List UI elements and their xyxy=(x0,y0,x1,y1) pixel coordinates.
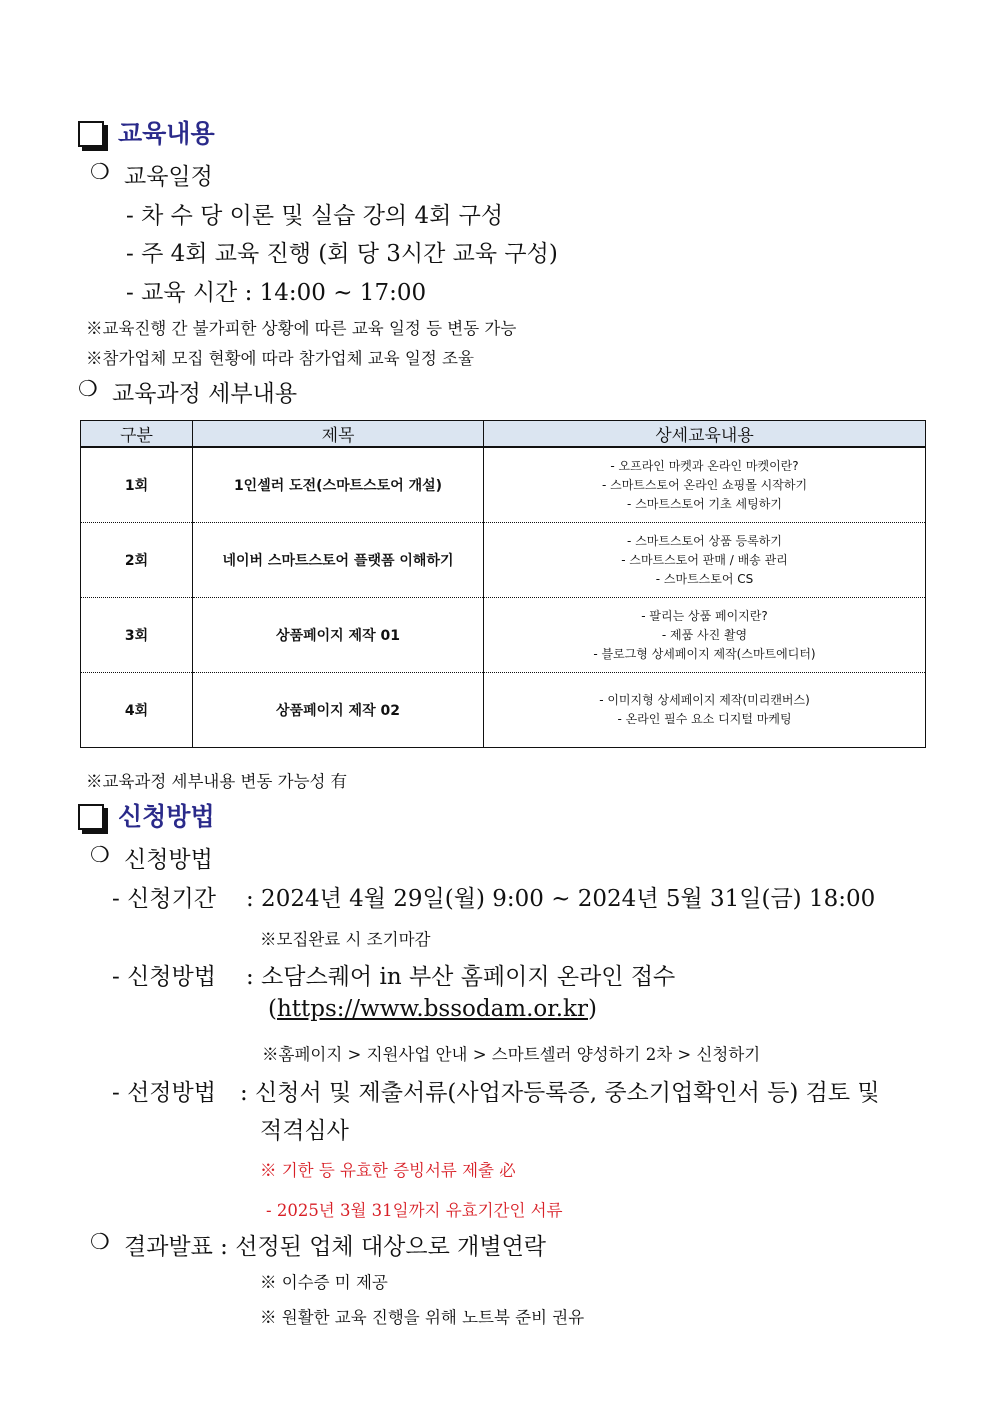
homepage-link[interactable]: https://www.bssodam.or.kr xyxy=(276,996,588,1022)
session-detail-line: - 이미지형 상세페이지 제작(미리캔버스) xyxy=(599,693,810,707)
session-number: 3회 xyxy=(81,598,193,673)
section-title-application: 신청방법 xyxy=(118,802,215,831)
session-detail-line: - 블로그형 상세페이지 제작(스마트에디터) xyxy=(593,646,816,661)
session-details xyxy=(484,447,926,523)
session-title: 1인셀러 도전(스마트스토어 개설) xyxy=(193,447,484,523)
table-row xyxy=(81,523,926,598)
result-line: 결과발표 : 선정된 업체 대상으로 개별연락 xyxy=(124,1234,547,1260)
session-title: 상품페이지 제작 01 xyxy=(193,598,484,673)
table-header-cell: 상세교육내용 xyxy=(484,421,926,448)
session-title: 상품페이지 제작 02 xyxy=(193,673,484,748)
select-note-required: ※ 기한 등 유효한 증빙서류 제출 必 xyxy=(260,1161,516,1180)
apply-label: - 신청방법 xyxy=(112,964,216,990)
session-number: 2회 xyxy=(81,523,193,598)
session-detail-line: - 온라인 필수 요소 디지털 마케팅 xyxy=(617,712,792,726)
bullet-circle-icon: ❍ xyxy=(90,1230,110,1255)
curriculum-heading: 교육과정 세부내용 xyxy=(112,381,298,407)
schedule-heading: 교육일정 xyxy=(124,164,213,190)
session-number: 4회 xyxy=(81,673,193,748)
apply-url-line xyxy=(268,996,597,1022)
apply-value: : 소담스퀘어 in 부산 홈페이지 온라인 접수 xyxy=(246,964,676,990)
session-detail-line: - 오프라인 마켓과 온라인 마켓이란? xyxy=(610,458,799,473)
session-detail-line: - 스마트스토어 상품 등록하기 xyxy=(627,533,782,548)
curriculum-table xyxy=(80,420,926,748)
schedule-item: - 주 4회 교육 진행 (회 당 3시간 교육 구성) xyxy=(126,241,558,267)
result-note: ※ 원활한 교육 진행을 위해 노트북 준비 권유 xyxy=(260,1308,585,1327)
session-detail-line: - 팔리는 상품 페이지란? xyxy=(641,608,768,623)
schedule-note: ※교육진행 간 불가피한 상황에 따른 교육 일정 등 변동 가능 xyxy=(86,319,517,338)
session-detail-line: - 스마트스토어 온라인 쇼핑몰 시작하기 xyxy=(601,477,808,492)
url-paren-open: ( xyxy=(268,996,277,1022)
period-label: - 신청기간 xyxy=(112,886,216,912)
section-checkbox-icon xyxy=(78,121,104,147)
session-detail-line: - 스마트스토어 판매 / 배송 관리 xyxy=(621,552,788,567)
session-detail-line: - 스마트스토어 CS xyxy=(655,571,754,586)
period-value: : 2024년 4월 29일(월) 9:00 ~ 2024년 5월 31일(금) 18:00 xyxy=(246,886,876,912)
table-row xyxy=(81,447,926,523)
table-header-cell: 제목 xyxy=(193,421,484,448)
schedule-note: ※참가업체 모집 현황에 따라 참가업체 교육 일정 조율 xyxy=(86,349,474,368)
select-value-cont: 적격심사 xyxy=(260,1118,349,1144)
select-value: : 신청서 및 제출서류(사업자등록증, 중소기업확인서 등) 검토 및 xyxy=(240,1080,880,1106)
section-checkbox-icon xyxy=(78,804,104,830)
session-details xyxy=(484,673,926,748)
bullet-circle-icon: ❍ xyxy=(90,160,110,185)
schedule-item: - 교육 시간 : 14:00 ~ 17:00 xyxy=(126,280,427,306)
url-paren-close: ) xyxy=(588,996,597,1022)
schedule-item: - 차 수 당 이론 및 실습 강의 4회 구성 xyxy=(126,203,504,229)
bullet-circle-icon: ❍ xyxy=(90,843,110,868)
session-details xyxy=(484,598,926,673)
select-note-validity: - 2025년 3월 31일까지 유효기간인 서류 xyxy=(266,1201,563,1220)
session-detail-line: - 스마트스토어 기초 세팅하기 xyxy=(627,496,782,511)
table-row xyxy=(81,598,926,673)
session-detail-line: - 제품 사진 촬영 xyxy=(661,627,748,642)
result-note: ※ 이수증 미 제공 xyxy=(260,1273,388,1292)
table-row xyxy=(81,673,926,748)
session-number: 1회 xyxy=(81,447,193,523)
table-header-row xyxy=(81,421,926,448)
section-title-education: 교육내용 xyxy=(118,119,215,148)
period-note: ※모집완료 시 조기마감 xyxy=(260,930,431,949)
method-heading: 신청방법 xyxy=(124,847,213,873)
session-title: 네이버 스마트스토어 플랫폼 이해하기 xyxy=(193,523,484,598)
table-header-cell: 구분 xyxy=(81,421,193,448)
apply-note: ※홈페이지 > 지원사업 안내 > 스마트셀러 양성하기 2차 > 신청하기 xyxy=(262,1045,761,1064)
select-label: - 선정방법 xyxy=(112,1080,216,1106)
session-details xyxy=(484,523,926,598)
bullet-circle-icon: ❍ xyxy=(78,377,98,402)
curriculum-note: ※교육과정 세부내용 변동 가능성 有 xyxy=(86,772,348,791)
